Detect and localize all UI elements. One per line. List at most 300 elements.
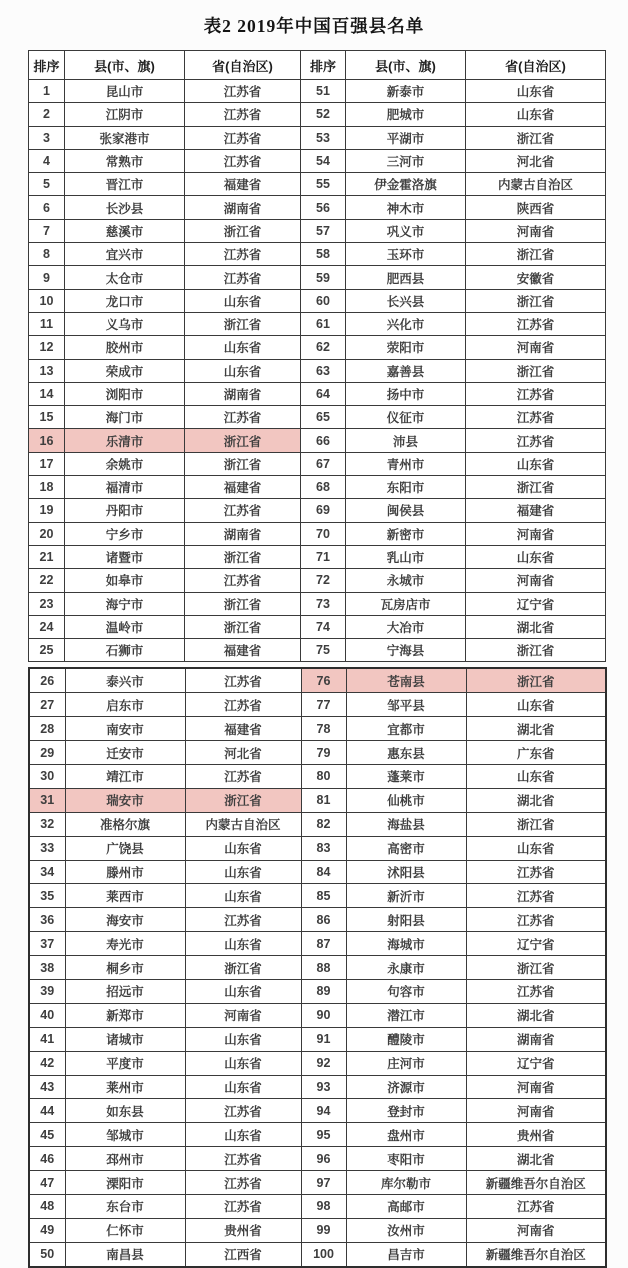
province-cell: 江苏省: [185, 243, 301, 266]
province-cell: 江苏省: [185, 406, 301, 429]
rank-cell: 58: [301, 243, 346, 266]
county-cell: 高密市: [346, 836, 466, 860]
county-cell: 嘉善县: [346, 359, 466, 382]
table-row: [29, 1027, 606, 1051]
rank-cell: 39: [29, 980, 65, 1004]
county-cell: 兴化市: [346, 312, 466, 335]
province-cell: 湖北省: [466, 717, 606, 741]
province-cell: 河南省: [466, 219, 606, 242]
county-cell: 滕州市: [65, 860, 185, 884]
rank-cell: 87: [301, 932, 346, 956]
county-cell: 新泰市: [346, 80, 466, 103]
table-row: [29, 884, 606, 908]
county-cell: 库尔勒市: [346, 1171, 466, 1195]
province-cell: 安徽省: [466, 266, 606, 289]
rank-cell: 2: [29, 103, 65, 126]
province-cell: 江苏省: [185, 764, 301, 788]
county-cell: 如皋市: [65, 569, 185, 592]
province-cell: 山东省: [185, 884, 301, 908]
table-container: [28, 50, 605, 1268]
county-cell: 诸城市: [65, 1027, 185, 1051]
county-cell: 庄河市: [346, 1051, 466, 1075]
rank-cell: 56: [301, 196, 346, 219]
province-cell: 山东省: [466, 452, 606, 475]
county-cell: 海盐县: [346, 812, 466, 836]
province-cell: 福建省: [185, 639, 301, 662]
table-row: [29, 908, 606, 932]
county-cell: 晋江市: [65, 173, 185, 196]
province-cell: 山东省: [185, 1027, 301, 1051]
rank-cell: 75: [301, 639, 346, 662]
province-cell: 浙江省: [185, 545, 301, 568]
table-row: [29, 289, 606, 312]
county-cell: 仁怀市: [65, 1218, 185, 1242]
province-cell: 浙江省: [466, 956, 606, 980]
table-row: [29, 80, 606, 103]
rank-cell: 29: [29, 741, 65, 765]
province-cell: 湖南省: [185, 382, 301, 405]
province-cell: 河南省: [466, 336, 606, 359]
table-row: [29, 812, 606, 836]
county-cell: 莱西市: [65, 884, 185, 908]
rank-cell: 27: [29, 693, 65, 717]
county-cell: 泰兴市: [65, 668, 185, 692]
rank-cell: 43: [29, 1075, 65, 1099]
rank-cell: 4: [29, 149, 65, 172]
rank-cell: 45: [29, 1123, 65, 1147]
rank-cell: 30: [29, 764, 65, 788]
rank-cell: 82: [301, 812, 346, 836]
county-cell: 伊金霍洛旗: [346, 173, 466, 196]
county-cell: 新沂市: [346, 884, 466, 908]
province-cell: 浙江省: [466, 243, 606, 266]
rank-cell: 66: [301, 429, 346, 452]
rank-cell: 67: [301, 452, 346, 475]
province-cell: 江苏省: [185, 569, 301, 592]
county-cell: 余姚市: [65, 452, 185, 475]
county-cell: 句容市: [346, 980, 466, 1004]
county-cell: 海宁市: [65, 592, 185, 615]
col-header-province-left: 省(自治区): [185, 51, 301, 80]
province-cell: 江苏省: [466, 980, 606, 1004]
rank-cell: 89: [301, 980, 346, 1004]
county-cell: 海城市: [346, 932, 466, 956]
province-cell: 贵州省: [466, 1123, 606, 1147]
table-row: [29, 1099, 606, 1123]
province-cell: 湖北省: [466, 788, 606, 812]
rank-cell: 60: [301, 289, 346, 312]
table-row: [29, 312, 606, 335]
rank-cell: 36: [29, 908, 65, 932]
table-row: [29, 1147, 606, 1171]
rank-cell: 34: [29, 860, 65, 884]
province-cell: 山东省: [466, 103, 606, 126]
province-cell: 山东省: [466, 545, 606, 568]
province-cell: 江苏省: [185, 1195, 301, 1219]
province-cell: 江苏省: [185, 80, 301, 103]
province-cell: 山东省: [185, 836, 301, 860]
province-cell: 浙江省: [466, 668, 606, 692]
county-cell: 胶州市: [65, 336, 185, 359]
county-cell: 平度市: [65, 1051, 185, 1075]
rank-cell: 55: [301, 173, 346, 196]
rank-cell: 7: [29, 219, 65, 242]
province-cell: 内蒙古自治区: [185, 812, 301, 836]
county-cell: 肥西县: [346, 266, 466, 289]
rank-cell: 20: [29, 522, 65, 545]
rank-cell: 11: [29, 312, 65, 335]
table-row: [29, 639, 606, 662]
county-cell: 长兴县: [346, 289, 466, 312]
county-cell: 温岭市: [65, 615, 185, 638]
province-cell: 山东省: [466, 836, 606, 860]
province-cell: 浙江省: [185, 956, 301, 980]
rank-cell: 15: [29, 406, 65, 429]
table-row: [29, 266, 606, 289]
province-cell: 河南省: [466, 569, 606, 592]
rank-cell: 80: [301, 764, 346, 788]
province-cell: 河南省: [466, 1099, 606, 1123]
table-row: [29, 1051, 606, 1075]
province-cell: 江苏省: [185, 1171, 301, 1195]
county-cell: 仪征市: [346, 406, 466, 429]
rank-cell: 47: [29, 1171, 65, 1195]
county-cell: 乳山市: [346, 545, 466, 568]
county-cell: 高邮市: [346, 1195, 466, 1219]
table-row: [29, 1195, 606, 1219]
table-row: [29, 1218, 606, 1242]
county-cell: 龙口市: [65, 289, 185, 312]
county-cell: 神木市: [346, 196, 466, 219]
province-cell: 湖北省: [466, 615, 606, 638]
rank-cell: 94: [301, 1099, 346, 1123]
rank-cell: 95: [301, 1123, 346, 1147]
rank-cell: 86: [301, 908, 346, 932]
province-cell: 江苏省: [185, 103, 301, 126]
county-cell: 常熟市: [65, 149, 185, 172]
rank-cell: 68: [301, 476, 346, 499]
county-cell: 新郑市: [65, 1003, 185, 1027]
county-cell: 邳州市: [65, 1147, 185, 1171]
province-cell: 浙江省: [185, 615, 301, 638]
county-cell: 枣阳市: [346, 1147, 466, 1171]
province-cell: 山东省: [185, 1075, 301, 1099]
province-cell: 山东省: [185, 932, 301, 956]
table-row: [29, 149, 606, 172]
county-cell: 宁乡市: [65, 522, 185, 545]
county-cell: 江阴市: [65, 103, 185, 126]
province-cell: 山东省: [466, 693, 606, 717]
table-row: [29, 196, 606, 219]
rank-cell: 53: [301, 126, 346, 149]
county-cell: 大冶市: [346, 615, 466, 638]
rank-cell: 81: [301, 788, 346, 812]
province-cell: 福建省: [466, 499, 606, 522]
province-cell: 江苏省: [466, 406, 606, 429]
rank-cell: 3: [29, 126, 65, 149]
province-cell: 湖北省: [466, 1147, 606, 1171]
province-cell: 陕西省: [466, 196, 606, 219]
rank-cell: 49: [29, 1218, 65, 1242]
province-cell: 福建省: [185, 717, 301, 741]
table-row: [29, 615, 606, 638]
county-cell: 荣成市: [65, 359, 185, 382]
rank-cell: 63: [301, 359, 346, 382]
rank-cell: 26: [29, 668, 65, 692]
county-cell: 沛县: [346, 429, 466, 452]
rank-cell: 71: [301, 545, 346, 568]
county-cell: 长沙县: [65, 196, 185, 219]
province-cell: 山东省: [185, 1123, 301, 1147]
rank-cell: 51: [301, 80, 346, 103]
province-cell: 江苏省: [185, 1147, 301, 1171]
table-row: [29, 836, 606, 860]
rank-cell: 38: [29, 956, 65, 980]
county-cell: 射阳县: [346, 908, 466, 932]
rank-cell: 92: [301, 1051, 346, 1075]
county-cell: 乐清市: [65, 429, 185, 452]
province-cell: 浙江省: [466, 126, 606, 149]
province-cell: 广东省: [466, 741, 606, 765]
rank-cell: 76: [301, 668, 346, 692]
rank-cell: 65: [301, 406, 346, 429]
rank-cell: 48: [29, 1195, 65, 1219]
rank-cell: 40: [29, 1003, 65, 1027]
rank-cell: 70: [301, 522, 346, 545]
rank-cell: 79: [301, 741, 346, 765]
rank-cell: 90: [301, 1003, 346, 1027]
rank-cell: 91: [301, 1027, 346, 1051]
county-cell: 汝州市: [346, 1218, 466, 1242]
county-cell: 石狮市: [65, 639, 185, 662]
table-row: [29, 1242, 606, 1266]
county-cell: 蓬莱市: [346, 764, 466, 788]
rank-cell: 99: [301, 1218, 346, 1242]
rank-cell: 46: [29, 1147, 65, 1171]
county-cell: 宁海县: [346, 639, 466, 662]
rank-cell: 35: [29, 884, 65, 908]
province-cell: 江苏省: [466, 312, 606, 335]
province-cell: 山东省: [185, 359, 301, 382]
rank-cell: 57: [301, 219, 346, 242]
rank-cell: 88: [301, 956, 346, 980]
county-cell: 济源市: [346, 1075, 466, 1099]
rank-cell: 32: [29, 812, 65, 836]
rank-cell: 28: [29, 717, 65, 741]
province-cell: 江苏省: [185, 266, 301, 289]
ranking-table-bottom: [28, 667, 607, 1267]
county-cell: 南安市: [65, 717, 185, 741]
province-cell: 山东省: [185, 980, 301, 1004]
rank-cell: 23: [29, 592, 65, 615]
table-row: [29, 764, 606, 788]
rank-cell: 8: [29, 243, 65, 266]
county-cell: 青州市: [346, 452, 466, 475]
province-cell: 江苏省: [185, 908, 301, 932]
county-cell: 昆山市: [65, 80, 185, 103]
table-row: [29, 860, 606, 884]
table-row: [29, 103, 606, 126]
province-cell: 河南省: [466, 1075, 606, 1099]
county-cell: 张家港市: [65, 126, 185, 149]
table-row: [29, 476, 606, 499]
county-cell: 平湖市: [346, 126, 466, 149]
table-row: [29, 1171, 606, 1195]
province-cell: 浙江省: [185, 312, 301, 335]
header-row: [29, 51, 606, 80]
province-cell: 河北省: [185, 741, 301, 765]
col-header-province-right: 省(自治区): [466, 51, 606, 80]
rank-cell: 83: [301, 836, 346, 860]
table-row: [29, 336, 606, 359]
table-row: [29, 126, 606, 149]
county-cell: 宜都市: [346, 717, 466, 741]
rank-cell: 64: [301, 382, 346, 405]
rank-cell: 12: [29, 336, 65, 359]
county-cell: 肥城市: [346, 103, 466, 126]
province-cell: 江苏省: [185, 693, 301, 717]
county-cell: 潜江市: [346, 1003, 466, 1027]
province-cell: 河南省: [466, 1218, 606, 1242]
rank-cell: 41: [29, 1027, 65, 1051]
rank-cell: 19: [29, 499, 65, 522]
county-cell: 瑞安市: [65, 788, 185, 812]
table-row: [29, 1003, 606, 1027]
province-cell: 新疆维吾尔自治区: [466, 1171, 606, 1195]
county-cell: 永城市: [346, 569, 466, 592]
county-cell: 准格尔旗: [65, 812, 185, 836]
province-cell: 山东省: [466, 80, 606, 103]
county-cell: 寿光市: [65, 932, 185, 956]
col-header-county-left: 县(市、旗): [65, 51, 185, 80]
province-cell: 江西省: [185, 1242, 301, 1266]
province-cell: 山东省: [466, 764, 606, 788]
county-cell: 诸暨市: [65, 545, 185, 568]
rank-cell: 14: [29, 382, 65, 405]
county-cell: 惠东县: [346, 741, 466, 765]
rank-cell: 85: [301, 884, 346, 908]
province-cell: 湖南省: [185, 196, 301, 219]
province-cell: 山东省: [185, 1051, 301, 1075]
county-cell: 仙桃市: [346, 788, 466, 812]
county-cell: 沭阳县: [346, 860, 466, 884]
table-row: [29, 956, 606, 980]
rank-cell: 62: [301, 336, 346, 359]
table-row: [29, 569, 606, 592]
rank-cell: 18: [29, 476, 65, 499]
province-cell: 辽宁省: [466, 592, 606, 615]
table-row: [29, 406, 606, 429]
rank-cell: 96: [301, 1147, 346, 1171]
county-cell: 玉环市: [346, 243, 466, 266]
province-cell: 浙江省: [185, 592, 301, 615]
table-row: [29, 499, 606, 522]
province-cell: 湖南省: [185, 522, 301, 545]
province-cell: 湖北省: [466, 1003, 606, 1027]
county-cell: 广饶县: [65, 836, 185, 860]
province-cell: 山东省: [185, 860, 301, 884]
county-cell: 东台市: [65, 1195, 185, 1219]
rank-cell: 73: [301, 592, 346, 615]
table-row: [29, 1075, 606, 1099]
rank-cell: 78: [301, 717, 346, 741]
table-row: [29, 219, 606, 242]
rank-cell: 17: [29, 452, 65, 475]
province-cell: 浙江省: [466, 476, 606, 499]
rank-cell: 77: [301, 693, 346, 717]
county-cell: 闽侯县: [346, 499, 466, 522]
county-cell: 迁安市: [65, 741, 185, 765]
rank-cell: 21: [29, 545, 65, 568]
county-cell: 昌吉市: [346, 1242, 466, 1266]
county-cell: 瓦房店市: [346, 592, 466, 615]
rank-cell: 24: [29, 615, 65, 638]
table-row: [29, 359, 606, 382]
province-cell: 山东省: [185, 336, 301, 359]
province-cell: 辽宁省: [466, 1051, 606, 1075]
county-cell: 莱州市: [65, 1075, 185, 1099]
province-cell: 福建省: [185, 476, 301, 499]
table-row: [29, 545, 606, 568]
province-cell: 浙江省: [185, 452, 301, 475]
county-cell: 福清市: [65, 476, 185, 499]
province-cell: 河南省: [466, 522, 606, 545]
rank-cell: 93: [301, 1075, 346, 1099]
county-cell: 巩义市: [346, 219, 466, 242]
province-cell: 新疆维吾尔自治区: [466, 1242, 606, 1266]
county-cell: 桐乡市: [65, 956, 185, 980]
table-row: [29, 932, 606, 956]
province-cell: 江苏省: [185, 499, 301, 522]
county-cell: 招远市: [65, 980, 185, 1004]
county-cell: 溧阳市: [65, 1171, 185, 1195]
table-row: [29, 668, 606, 692]
rank-cell: 59: [301, 266, 346, 289]
county-cell: 浏阳市: [65, 382, 185, 405]
province-cell: 山东省: [185, 289, 301, 312]
table-row: [29, 717, 606, 741]
province-cell: 湖南省: [466, 1027, 606, 1051]
county-cell: 如东县: [65, 1099, 185, 1123]
col-header-rank-right: 排序: [301, 51, 346, 80]
province-cell: 内蒙古自治区: [466, 173, 606, 196]
rank-cell: 97: [301, 1171, 346, 1195]
province-cell: 浙江省: [466, 359, 606, 382]
table-row: [29, 522, 606, 545]
table-row: [29, 243, 606, 266]
county-cell: 海门市: [65, 406, 185, 429]
county-cell: 丹阳市: [65, 499, 185, 522]
col-header-rank-left: 排序: [29, 51, 65, 80]
county-cell: 盘州市: [346, 1123, 466, 1147]
county-cell: 登封市: [346, 1099, 466, 1123]
rank-cell: 31: [29, 788, 65, 812]
province-cell: 福建省: [185, 173, 301, 196]
county-cell: 海安市: [65, 908, 185, 932]
province-cell: 浙江省: [185, 429, 301, 452]
rank-cell: 74: [301, 615, 346, 638]
province-cell: 江苏省: [466, 908, 606, 932]
province-cell: 江苏省: [466, 1195, 606, 1219]
county-cell: 靖江市: [65, 764, 185, 788]
county-cell: 东阳市: [346, 476, 466, 499]
rank-cell: 25: [29, 639, 65, 662]
county-cell: 邹城市: [65, 1123, 185, 1147]
table-row: [29, 788, 606, 812]
province-cell: 浙江省: [466, 639, 606, 662]
rank-cell: 44: [29, 1099, 65, 1123]
county-cell: 宜兴市: [65, 243, 185, 266]
